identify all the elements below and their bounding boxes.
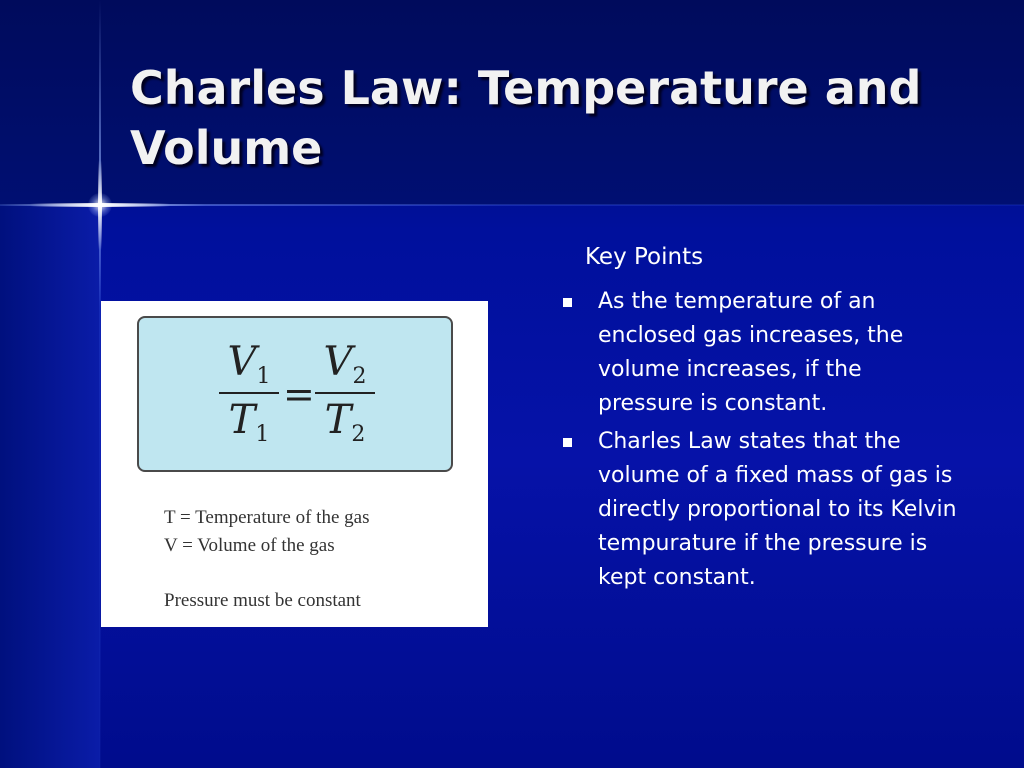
numerator-left bbox=[219, 340, 279, 399]
legend-volume: V = Volume of the gas bbox=[164, 535, 335, 556]
key-point-text: As the temperature of an enclosed gas increases, the volume increases, if the pressure is constant. bbox=[598, 289, 904, 416]
denominator-right bbox=[315, 398, 375, 457]
key-point-item bbox=[560, 425, 960, 595]
denominator-right-subscript: 2 bbox=[351, 422, 366, 447]
numerator-left-subscript: 1 bbox=[256, 364, 271, 389]
denominator-left bbox=[219, 398, 279, 457]
numerator-right-symbol: V bbox=[323, 339, 353, 385]
left-accent-strip bbox=[0, 205, 100, 768]
numerator-right bbox=[315, 340, 375, 399]
denominator-left-symbol: T bbox=[228, 397, 256, 443]
key-point-item bbox=[560, 285, 960, 421]
formula-box bbox=[137, 316, 453, 472]
fraction-bar-left bbox=[219, 392, 279, 394]
formula-figure bbox=[101, 301, 488, 627]
denominator-right-symbol: T bbox=[324, 397, 352, 443]
sparkle-horizontal bbox=[30, 203, 170, 207]
numerator-right-subscript: 2 bbox=[352, 364, 367, 389]
square-bullet-icon bbox=[563, 438, 572, 447]
square-bullet-icon bbox=[563, 298, 572, 307]
legend-temperature: T = Temperature of the gas bbox=[164, 507, 370, 528]
key-points-heading: Key Points bbox=[585, 244, 704, 270]
denominator-left-subscript: 1 bbox=[255, 422, 270, 447]
key-point-text: Charles Law states that the volume of a fixed mass of gas is directly proportional to its Kelvin tempurature if the pressure is kept constant. bbox=[598, 429, 957, 590]
fraction-bar-right bbox=[315, 392, 375, 394]
legend-pressure: Pressure must be constant bbox=[164, 590, 361, 611]
slide-title: Charles Law: Temperature and Volume bbox=[130, 61, 922, 175]
equals-sign: = bbox=[283, 372, 315, 416]
fraction-right bbox=[315, 340, 375, 450]
key-points-list bbox=[560, 285, 960, 599]
numerator-left-symbol: V bbox=[227, 339, 257, 385]
fraction-left bbox=[219, 340, 279, 450]
